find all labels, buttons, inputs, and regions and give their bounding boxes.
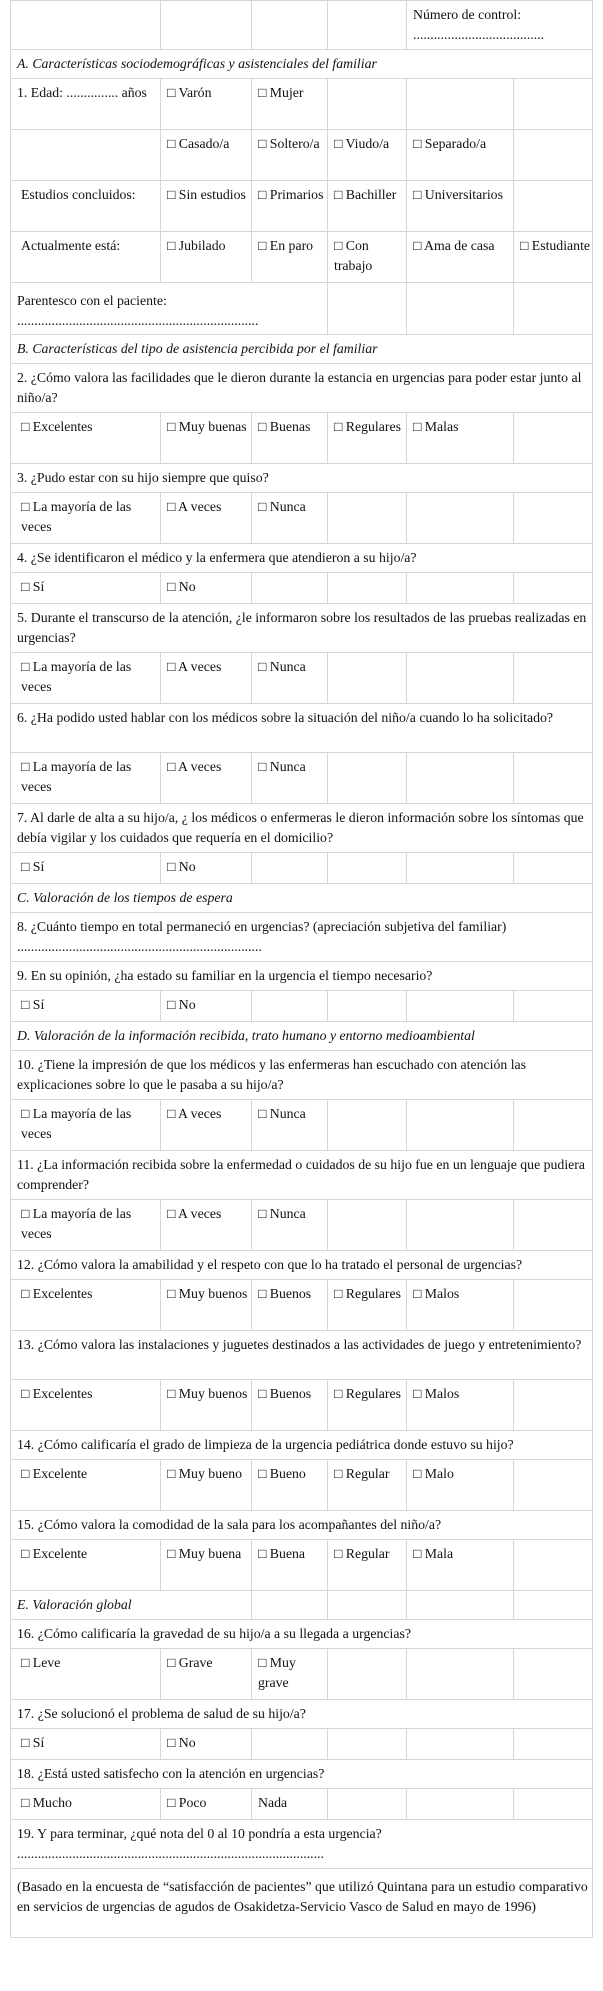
q15-option-5[interactable]: □ Mala	[407, 1540, 514, 1591]
q6-option-2[interactable]: □ A veces	[161, 753, 252, 804]
q2-option-1[interactable]: □ Excelentes	[11, 413, 161, 464]
q18-option-1[interactable]: □ Mucho	[11, 1789, 161, 1820]
question-14: 14. ¿Cómo calificaría el grado de limpieza de la urgencia pediátrica donde estuvo su hijo?	[11, 1431, 593, 1460]
q16-option-2[interactable]: □ Grave	[161, 1649, 252, 1700]
section-c-title: C. Valoración de los tiempos de espera	[11, 884, 593, 913]
marital-option-separated[interactable]: □ Separado/a	[407, 130, 514, 181]
kinship-field[interactable]: Parentesco con el paciente: ......................................................................	[11, 283, 328, 335]
studies-option-university[interactable]: □ Universitarios	[407, 181, 514, 232]
q7-option-2[interactable]: □ No	[161, 853, 252, 884]
question-11-options	[11, 1200, 593, 1251]
question-5-options	[11, 653, 593, 704]
q6-option-1[interactable]: □ La mayoría de las veces	[11, 753, 161, 804]
q11-option-2[interactable]: □ A veces	[161, 1200, 252, 1251]
q10-option-3[interactable]: □ Nunca	[252, 1100, 328, 1151]
age-field[interactable]: 1. Edad: ............... años	[11, 79, 161, 130]
question-5: 5. Durante el transcurso de la atención, ¿le informaron sobre los resultados de las pruebas realizadas en urgencias?	[11, 604, 593, 653]
q2-option-4[interactable]: □ Regulares	[328, 413, 407, 464]
q5-option-1[interactable]: □ La mayoría de las veces	[11, 653, 161, 704]
section-c-title-row	[11, 884, 593, 913]
q10-option-2[interactable]: □ A veces	[161, 1100, 252, 1151]
employment-option-unemployed[interactable]: □ En paro	[252, 232, 328, 283]
q9-option-1[interactable]: □ Sí	[11, 991, 161, 1022]
section-e-title: E. Valoración global	[11, 1591, 252, 1620]
question-17-options	[11, 1729, 593, 1760]
question-7-options	[11, 853, 593, 884]
q13-option-5[interactable]: □ Malos	[407, 1380, 514, 1431]
q15-option-3[interactable]: □ Buena	[252, 1540, 328, 1591]
q2-option-3[interactable]: □ Buenas	[252, 413, 328, 464]
question-19[interactable]: 19. Y para terminar, ¿qué nota del 0 al 10 pondría a esta urgencia? .........................................................................................	[11, 1820, 593, 1869]
section-e-title-row	[11, 1591, 593, 1620]
q13-option-3[interactable]: □ Buenos	[252, 1380, 328, 1431]
question-2-options	[11, 413, 593, 464]
question-7: 7. Al darle de alta a su hijo/a, ¿ los médicos o enfermeras le dieron información sobre los síntomas que debía vigilar y los cuidados que requería en el domicilio?	[11, 804, 593, 853]
question-18-options	[11, 1789, 593, 1820]
question-2: 2. ¿Cómo valora las facilidades que le dieron durante la estancia en urgencias para poder estar junto al niño/a?	[11, 364, 593, 413]
q3-option-1[interactable]: □ La mayoría de las veces	[11, 493, 161, 544]
q3-option-3[interactable]: □ Nunca	[252, 493, 328, 544]
q2-option-5[interactable]: □ Malas	[407, 413, 514, 464]
section-b-title: B. Características del tipo de asistencia percibida por el familiar	[11, 335, 593, 364]
question-11: 11. ¿La información recibida sobre la enfermedad o cuidados de su hijo fue en un lenguaje que pudiera comprender?	[11, 1151, 593, 1200]
q16-option-1[interactable]: □ Leve	[11, 1649, 161, 1700]
q12-option-4[interactable]: □ Regulares	[328, 1280, 407, 1331]
q9-option-2[interactable]: □ No	[161, 991, 252, 1022]
q6-option-3[interactable]: □ Nunca	[252, 753, 328, 804]
studies-option-none[interactable]: □ Sin estudios	[161, 181, 252, 232]
q15-option-1[interactable]: □ Excelente	[11, 1540, 161, 1591]
kinship-row	[11, 283, 593, 335]
section-a-title: A. Características sociodemográficas y asistenciales del familiar	[11, 50, 593, 79]
question-3-options	[11, 493, 593, 544]
section-a-title-row	[11, 50, 593, 79]
control-number-row	[11, 1, 593, 50]
studies-row	[11, 181, 593, 232]
survey-table	[10, 0, 593, 1938]
q10-option-1[interactable]: □ La mayoría de las veces	[11, 1100, 161, 1151]
question-12-options	[11, 1280, 593, 1331]
employment-option-housewife[interactable]: □ Ama de casa	[407, 232, 514, 283]
question-16-options	[11, 1649, 593, 1700]
q18-option-2[interactable]: □ Poco	[161, 1789, 252, 1820]
marital-row	[11, 130, 593, 181]
employment-label: Actualmente está:	[11, 232, 161, 283]
marital-option-married[interactable]: □ Casado/a	[161, 130, 252, 181]
employment-option-working[interactable]: □ Con trabajo	[328, 232, 407, 283]
q11-option-1[interactable]: □ La mayoría de las veces	[11, 1200, 161, 1251]
question-8[interactable]: 8. ¿Cuánto tiempo en total permaneció en urgencias? (apreciación subjetiva del familiar) .......................................................................	[11, 913, 593, 962]
question-4: 4. ¿Se identificaron el médico y la enfermera que atendieron a su hijo/a?	[11, 544, 593, 573]
q2-option-2[interactable]: □ Muy buenas	[161, 413, 252, 464]
question-13-options	[11, 1380, 593, 1431]
q12-option-5[interactable]: □ Malos	[407, 1280, 514, 1331]
sex-option-female[interactable]: □ Mujer	[252, 79, 328, 130]
control-number-field[interactable]: Número de control: ......................................	[407, 1, 593, 50]
question-10: 10. ¿Tiene la impresión de que los médicos y las enfermeras han escuchado con atención las explicaciones sobre lo que le pasaba a su hijo/a?	[11, 1051, 593, 1100]
q14-option-4[interactable]: □ Regular	[328, 1460, 407, 1511]
q12-option-3[interactable]: □ Buenos	[252, 1280, 328, 1331]
section-d-title-row	[11, 1022, 593, 1051]
q13-option-1[interactable]: □ Excelentes	[11, 1380, 161, 1431]
question-9: 9. En su opinión, ¿ha estado su familiar en la urgencia el tiempo necesario?	[11, 962, 593, 991]
q4-option-1[interactable]: □ Sí	[11, 573, 161, 604]
studies-option-bachiller[interactable]: □ Bachiller	[328, 181, 407, 232]
q17-option-1[interactable]: □ Sí	[11, 1729, 161, 1760]
source-note: (Basado en la encuesta de “satisfacción de pacientes” que utilizó Quintana para un estudio comparativo en servicios de urgencias de agudos de Osakidetza-Servicio Vasco de Salud en mayo de 1996)	[11, 1869, 593, 1938]
q14-option-5[interactable]: □ Malo	[407, 1460, 514, 1511]
employment-row	[11, 232, 593, 283]
q12-option-2[interactable]: □ Muy buenos	[161, 1280, 252, 1331]
questionnaire-page	[10, 0, 592, 1938]
q13-option-2[interactable]: □ Muy buenos	[161, 1380, 252, 1431]
q14-option-3[interactable]: □ Bueno	[252, 1460, 328, 1511]
q13-option-4[interactable]: □ Regulares	[328, 1380, 407, 1431]
question-10-options	[11, 1100, 593, 1151]
question-3: 3. ¿Pudo estar con su hijo siempre que quiso?	[11, 464, 593, 493]
question-6-options	[11, 753, 593, 804]
studies-label: Estudios concluidos:	[11, 181, 161, 232]
question-15-options	[11, 1540, 593, 1591]
marital-option-widowed[interactable]: □ Viudo/a	[328, 130, 407, 181]
age-sex-row	[11, 79, 593, 130]
q12-option-1[interactable]: □ Excelentes	[11, 1280, 161, 1331]
q11-option-3[interactable]: □ Nunca	[252, 1200, 328, 1251]
section-d-title: D. Valoración de la información recibida, trato humano y entorno medioambiental	[11, 1022, 593, 1051]
sex-option-male[interactable]: □ Varón	[161, 79, 252, 130]
question-18: 18. ¿Está usted satisfecho con la atención en urgencias?	[11, 1760, 593, 1789]
question-6: 6. ¿Ha podido usted hablar con los médicos sobre la situación del niño/a cuando lo ha solicitado?	[11, 704, 593, 753]
employment-option-retired[interactable]: □ Jubilado	[161, 232, 252, 283]
q15-option-4[interactable]: □ Regular	[328, 1540, 407, 1591]
q14-option-1[interactable]: □ Excelente	[11, 1460, 161, 1511]
question-15: 15. ¿Cómo valora la comodidad de la sala para los acompañantes del niño/a?	[11, 1511, 593, 1540]
q14-option-2[interactable]: □ Muy bueno	[161, 1460, 252, 1511]
q17-option-2[interactable]: □ No	[161, 1729, 252, 1760]
studies-option-primary[interactable]: □ Primarios	[252, 181, 328, 232]
q15-option-2[interactable]: □ Muy buena	[161, 1540, 252, 1591]
q16-option-3[interactable]: □ Muy grave	[252, 1649, 328, 1700]
q4-option-2[interactable]: □ No	[161, 573, 252, 604]
question-13: 13. ¿Cómo valora las instalaciones y juguetes destinados a las actividades de juego y entretenimiento?	[11, 1331, 593, 1380]
question-14-options	[11, 1460, 593, 1511]
q5-option-3[interactable]: □ Nunca	[252, 653, 328, 704]
question-12: 12. ¿Cómo valora la amabilidad y el respeto con que lo ha tratado el personal de urgencias?	[11, 1251, 593, 1280]
q5-option-2[interactable]: □ A veces	[161, 653, 252, 704]
marital-option-single[interactable]: □ Soltero/a	[252, 130, 328, 181]
question-17: 17. ¿Se solucionó el problema de salud de su hijo/a?	[11, 1700, 593, 1729]
question-16: 16. ¿Cómo calificaría la gravedad de su hijo/a a su llegada a urgencias?	[11, 1620, 593, 1649]
question-9-options	[11, 991, 593, 1022]
question-4-options	[11, 573, 593, 604]
section-b-title-row	[11, 335, 593, 364]
q18-option-3[interactable]: Nada	[252, 1789, 328, 1820]
employment-option-student[interactable]: □ Estudiante	[514, 232, 593, 283]
q7-option-1[interactable]: □ Sí	[11, 853, 161, 884]
q3-option-2[interactable]: □ A veces	[161, 493, 252, 544]
